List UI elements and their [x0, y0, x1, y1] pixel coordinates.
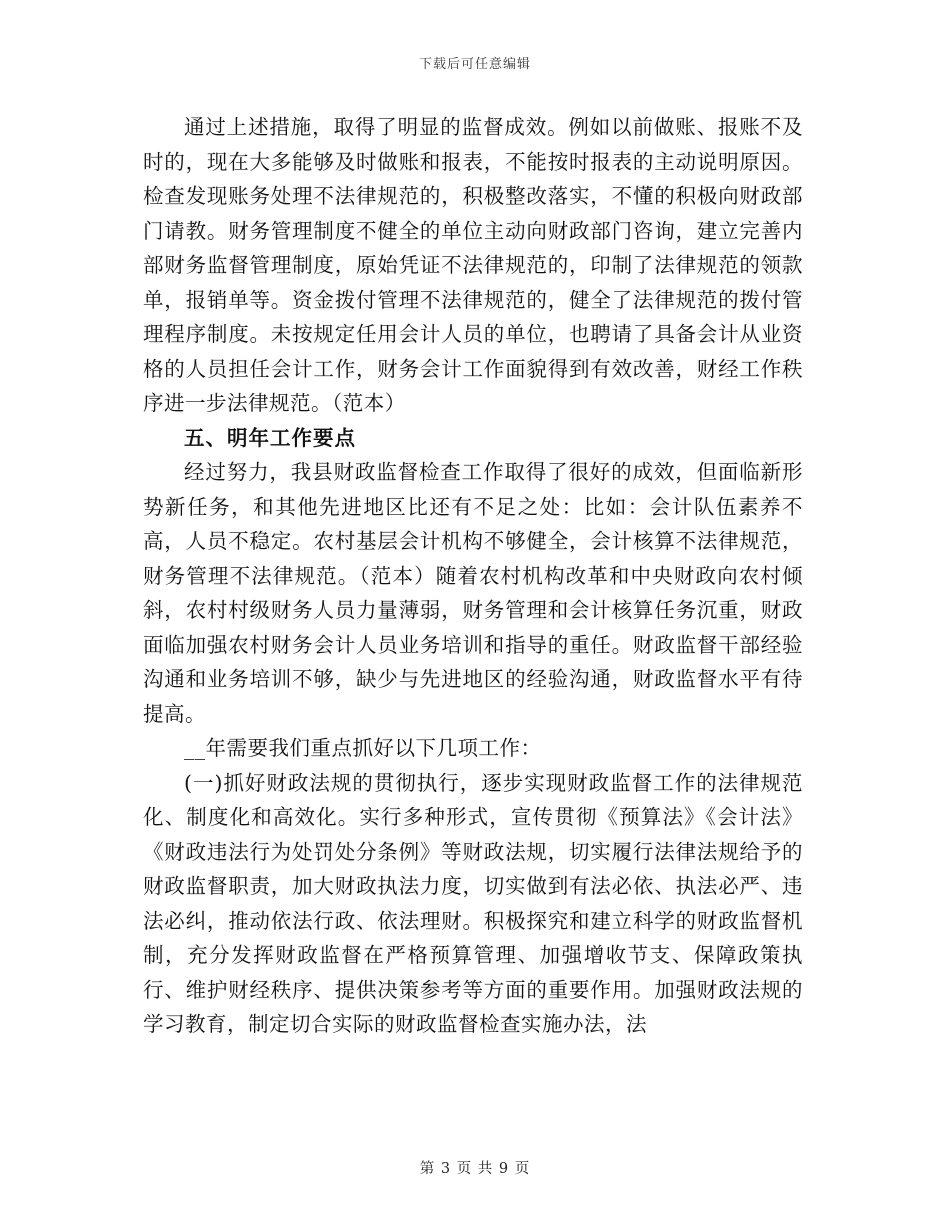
page-header-note: 下载后可任意编辑 — [418, 57, 531, 72]
page-number: 第 3 页 共 9 页 — [419, 1161, 531, 1177]
paragraph-shortcomings: 经过努力，我县财政监督检查工作取得了很好的成效，但面临新形势新任务，和其他先进地区比还有不足之处：比如：会计队伍素养不高，人员不稳定。农村基层会计机构不够健全，会计核算不法律规范，财务管理不法律规范。（范本）随着农村机构改革和中央财政向农村倾斜，农村村级财务人员力量薄弱，财务管理和会计核算任务沉重，财政面临加强农村财务会计人员业务培训和指导的重任。财政监督干部经验沟通和业务培训不够，缺少与先进地区的经验沟通，财政监督水平有待提高。 — [143, 460, 803, 726]
paragraph-next-year-intro: __年需要我们重点抓好以下几项工作： — [184, 736, 542, 760]
section-heading-next-year: 五、明年工作要点 — [184, 425, 356, 450]
document-body — [143, 110, 803, 1042]
paragraph-results: 通过上述措施，取得了明显的监督成效。例如以前做账、报账不及时的，现在大多能够及时做账和报表，不能按时报表的主动说明原因。检查发现账务处理不法律规范的，积极整改落实，不懂的积极向财政部门请教。财务管理制度不健全的单位主动向财政部门咨询，建立完善内部财务监督管理制度，原始凭证不法律规范的，印制了法律规范的领款单，报销单等。资金拨付管理不法律规范的，健全了法律规范的拨付管理程序制度。未按规定任用会计人员的单位，也聘请了具备会计从业资格的人员担任会计工作，财务会计工作面貌得到有效改善，财经工作秩序进一步法律规范。（范本） — [143, 115, 803, 415]
paragraph-task-one: (一)抓好财政法规的贯彻执行，逐步实现财政监督工作的法律规范化、制度化和高效化。实行多种形式，宣传贯彻《预算法》《会计法》《财政违法行为处罚处分条例》等财政法规，切实履行法律法规给予的财政监督职责，加大财政执法力度，切实做到有法必依、执法必严、违法必纠，推动依法行政、依法理财。积极探究和建立科学的财政监督机制，充分发挥财政监督在严格预算管理、加强增收节支、保障政策执行、维护财经秩序、提供决策参考等方面的重要作用。加强财政法规的学习教育，制定切合实际的财政监督检查实施办法，法 — [143, 770, 803, 1036]
